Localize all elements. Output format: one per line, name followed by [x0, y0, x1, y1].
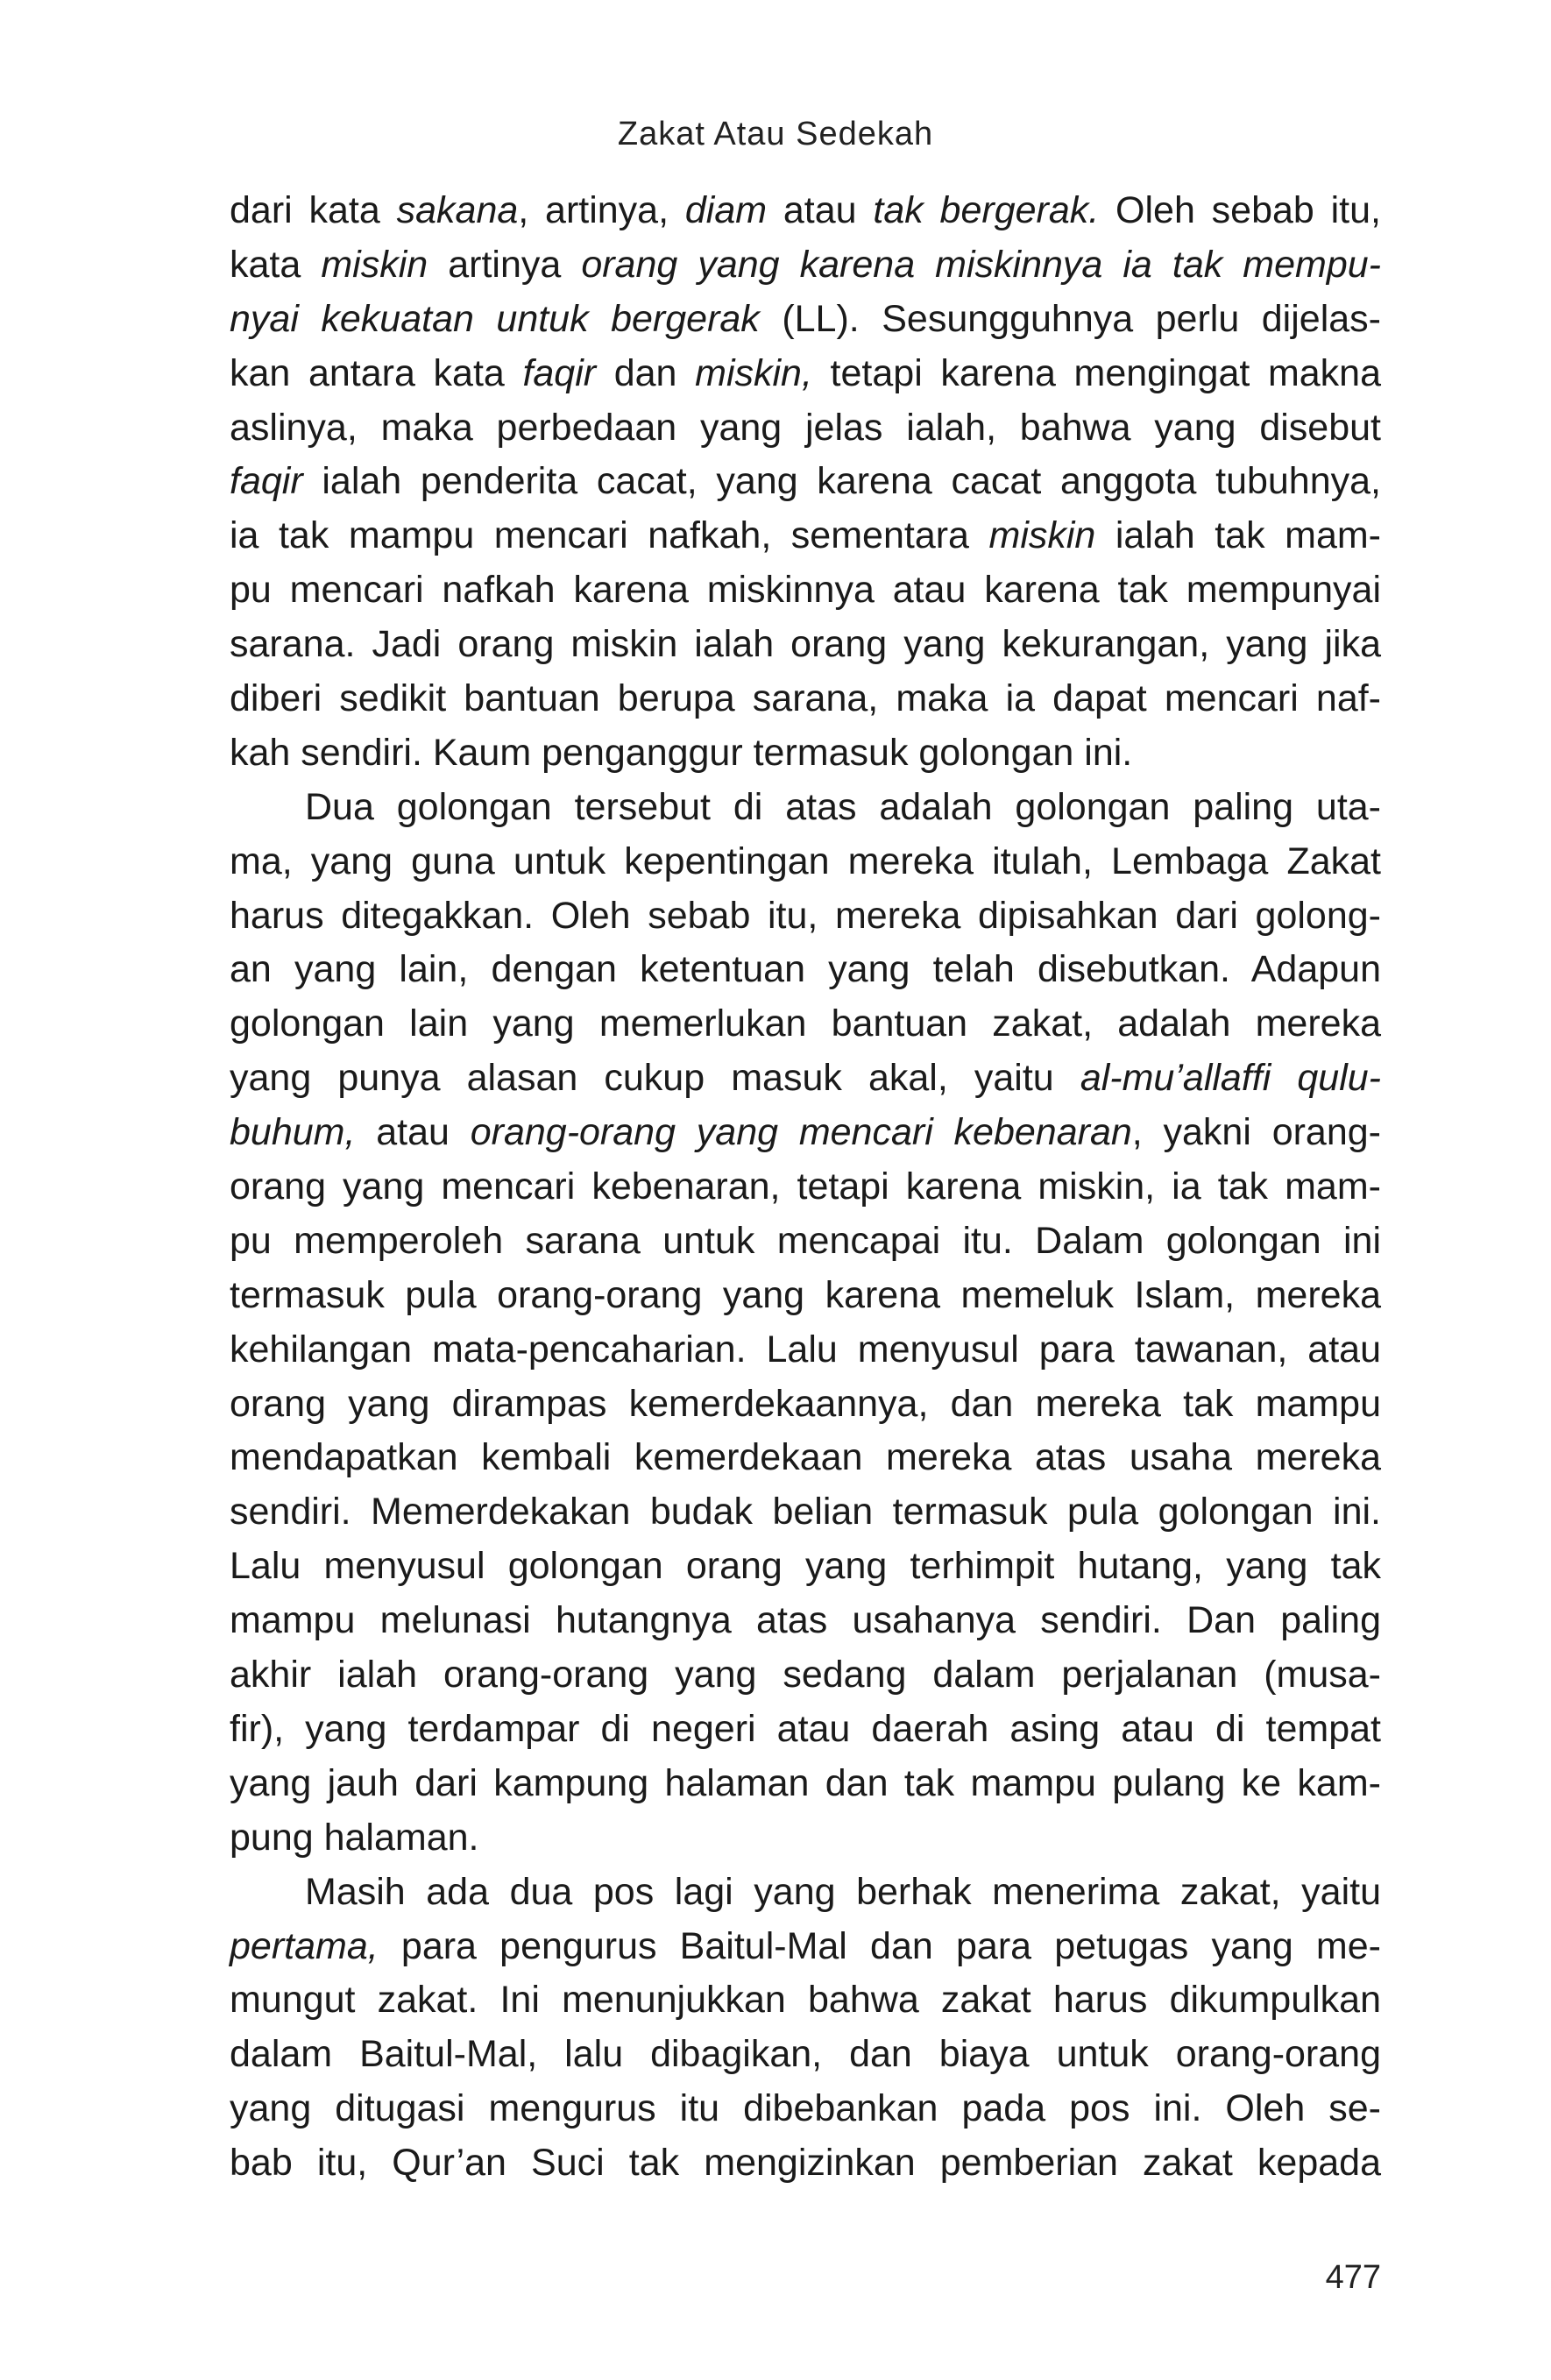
running-head: Zakat Atau Sedekah	[617, 116, 934, 152]
text-line	[230, 1594, 1381, 1648]
text-run: mungut zakat. Ini menunjukkan bahwa zakat harus dikumpulkan	[230, 1979, 1381, 2022]
text-run: golongan lain yang memerlukan bantuan zakat, adalah mereka	[230, 1002, 1381, 1045]
text-run: pu mencari nafkah karena miskinnya atau karena tak mempunyai	[230, 569, 1381, 612]
text-line	[230, 618, 1381, 672]
text-line	[230, 781, 1381, 835]
text-line	[230, 401, 1381, 456]
italic-term: orang-orang yang mencari kebenaran	[470, 1111, 1132, 1154]
text-run: pu memperoleh sarana untuk mencapai itu. Dalam golongan ini	[230, 1219, 1381, 1262]
text-line	[230, 1052, 1381, 1106]
text-line	[230, 835, 1381, 889]
text-line	[230, 889, 1381, 944]
text-run: kehilangan mata-pencaharian. Lalu menyusul para tawanan, atau	[230, 1328, 1381, 1371]
text-line	[230, 509, 1381, 563]
text-line	[230, 293, 1381, 347]
text-line	[230, 1703, 1381, 1757]
text-run: termasuk pula orang-orang yang karena memeluk Islam, mereka	[230, 1273, 1381, 1316]
text-line	[230, 672, 1381, 726]
text-line	[230, 997, 1381, 1052]
text-run: dari kata	[230, 189, 397, 231]
text-line	[230, 1811, 1381, 1866]
text-run: akhir ialah orang-orang yang sedang dalam perjalanan (musa-	[230, 1654, 1381, 1696]
text-run: yang punya alasan cukup masuk akal, yaitu	[230, 1057, 1080, 1100]
text-line	[230, 238, 1381, 293]
text-line	[230, 1323, 1381, 1378]
text-run: an yang lain, dengan ketentuan yang telah disebutkan. Adapun	[230, 948, 1381, 991]
paragraph	[230, 781, 1381, 1866]
italic-term: sakana	[396, 189, 519, 231]
text-line	[230, 347, 1381, 401]
text-run: aslinya, maka perbedaan yang jelas ialah, bahwa yang disebut	[230, 406, 1381, 449]
text-line	[230, 2082, 1381, 2136]
text-line	[230, 184, 1381, 238]
text-run: yang jauh dari kampung halaman dan tak mampu pulang ke kam-	[230, 1761, 1381, 1804]
text-run: bab itu, Qur’an Suci tak mengizinkan pemberian zakat kepada	[230, 2142, 1381, 2185]
text-run: para pengurus Baitul-Mal dan para petugas yang me-	[378, 1924, 1381, 1967]
text-line	[230, 1866, 1381, 1920]
text-run: , artinya,	[518, 189, 685, 231]
text-line	[230, 1215, 1381, 1269]
italic-term: miskin	[988, 514, 1096, 557]
text-run: mendapatkan kembali kemerdekaan mereka atas usaha mereka	[230, 1436, 1381, 1479]
text-line	[230, 726, 1381, 781]
text-line	[230, 1106, 1381, 1160]
text-run: atau	[767, 189, 874, 231]
text-run: ialah tak mam-	[1095, 514, 1381, 557]
italic-term: nyai kekuatan untuk bergerak	[230, 297, 760, 340]
text-run: diberi sedikit bantuan berupa sarana, maka ia dapat mencari naf-	[230, 677, 1381, 720]
page-number: 477	[1325, 2259, 1381, 2296]
text-run: orang yang dirampas kemerdekaannya, dan mereka tak mampu	[230, 1382, 1381, 1425]
text-run: Oleh sebab itu,	[1099, 189, 1381, 231]
text-run: kan antara kata	[230, 351, 523, 394]
paragraph	[230, 184, 1381, 781]
text-line	[230, 1160, 1381, 1215]
text-run: ma, yang guna untuk kepentingan mereka itulah, Lembaga Zakat	[230, 839, 1381, 882]
text-run: tetapi karena mengingat makna	[811, 351, 1382, 394]
text-line	[230, 455, 1381, 509]
italic-term: tak bergerak.	[873, 189, 1100, 231]
italic-term: miskin,	[695, 351, 812, 394]
text-run: ialah penderita cacat, yang karena cacat anggota tubuhnya,	[302, 460, 1381, 503]
text-line	[230, 1540, 1381, 1594]
body-text	[230, 184, 1381, 2191]
paragraph	[230, 1866, 1381, 2191]
italic-term: faqir	[522, 351, 597, 394]
text-run: Dua golongan tersebut di atas adalah golongan paling uta-	[305, 785, 1381, 828]
text-line	[230, 1757, 1381, 1811]
text-run: dan	[596, 351, 696, 394]
text-line	[230, 1973, 1381, 2028]
text-run: , yakni orang-	[1131, 1111, 1381, 1154]
text-run: fir), yang terdampar di negeri atau daerah asing atau di tempat	[230, 1707, 1381, 1750]
text-run: kata	[230, 243, 322, 286]
text-run: orang yang mencari kebenaran, tetapi karena miskin, ia tak mam-	[230, 1165, 1381, 1208]
text-line	[230, 1920, 1381, 1974]
text-run: pung halaman.	[230, 1816, 479, 1859]
italic-term: buhum,	[230, 1111, 356, 1154]
text-run: atau	[355, 1111, 471, 1154]
text-line	[230, 1485, 1381, 1540]
text-line	[230, 1378, 1381, 1432]
text-run: harus ditegakkan. Oleh sebab itu, mereka dipisahkan dari golong-	[230, 894, 1381, 937]
text-run: ia tak mampu mencari nafkah, sementara	[230, 514, 989, 557]
text-run: sarana. Jadi orang miskin ialah orang yang kekurangan, yang jika	[230, 623, 1381, 666]
text-line	[230, 1269, 1381, 1323]
italic-term: pertama,	[230, 1924, 379, 1967]
italic-term: faqir	[230, 460, 303, 503]
text-run: mampu melunasi hutangnya atas usahanya sendiri. Dan paling	[230, 1599, 1381, 1642]
text-run: kah sendiri. Kaum penganggur termasuk golongan ini.	[230, 731, 1133, 774]
text-run: sendiri. Memerdekakan budak belian termasuk pula golongan ini.	[230, 1491, 1381, 1534]
text-line	[230, 943, 1381, 997]
text-run: yang ditugasi mengurus itu dibebankan pada pos ini. Oleh se-	[230, 2087, 1381, 2130]
text-line	[230, 2136, 1381, 2191]
italic-term: orang yang karena miskinnya ia tak mempu-	[581, 243, 1381, 286]
italic-term: miskin	[321, 243, 428, 286]
text-run: dalam Baitul-Mal, lalu dibagikan, dan biaya untuk orang-orang	[230, 2033, 1381, 2076]
text-run: Lalu menyusul golongan orang yang terhimpit hutang, yang tak	[230, 1545, 1381, 1588]
italic-term: diam	[684, 189, 768, 231]
text-line	[230, 1431, 1381, 1485]
text-run: Masih ada dua pos lagi yang berhak menerima zakat, yaitu	[305, 1870, 1381, 1913]
text-run: artinya	[428, 243, 582, 286]
italic-term: al-mu’allaffi qulu-	[1080, 1057, 1381, 1100]
text-line	[230, 563, 1381, 618]
text-line	[230, 1648, 1381, 1703]
text-line	[230, 2028, 1381, 2082]
text-run: (LL). Sesungguhnya perlu dijelas-	[759, 297, 1381, 340]
